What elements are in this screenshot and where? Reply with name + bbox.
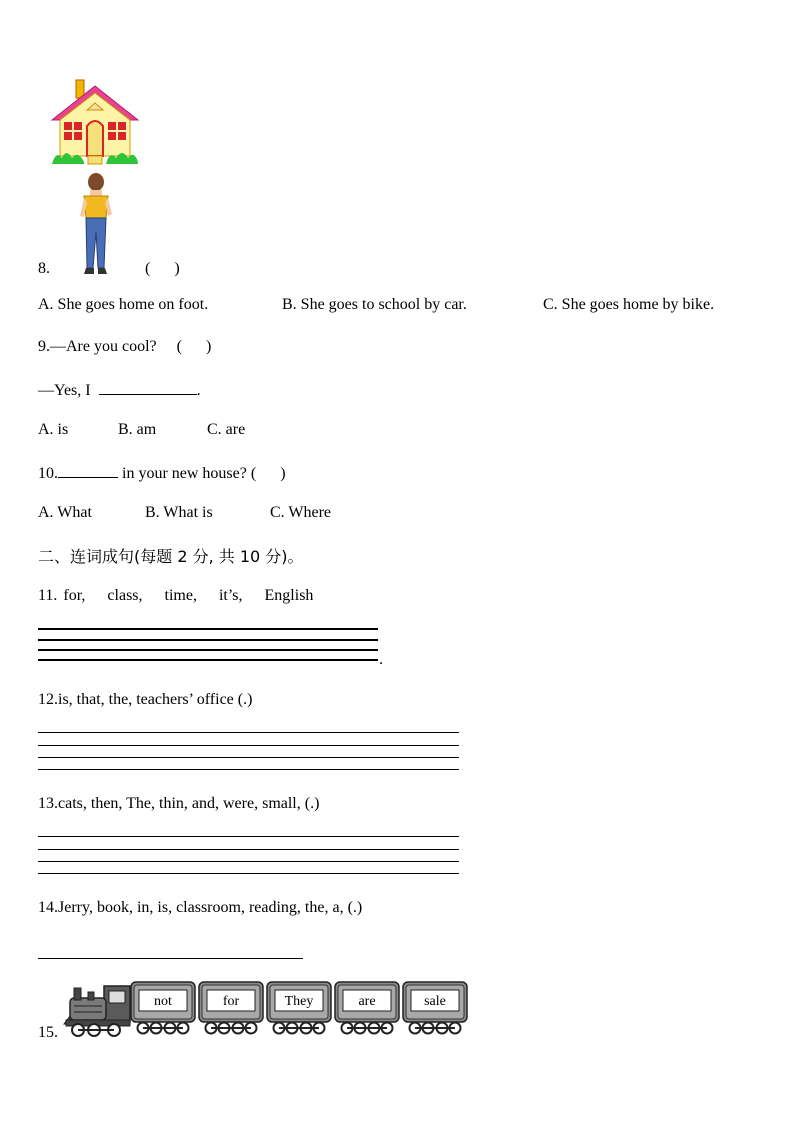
q9-option-c: C. are — [207, 421, 246, 438]
train-car-word: are — [358, 994, 376, 1009]
q13-prompt: 13.cats, then, The, thin, and, were, small, (.) — [38, 795, 320, 812]
q9-answer-suffix: . — [196, 382, 201, 399]
q12-answer-line[interactable] — [38, 745, 459, 746]
q11-number: 11. — [38, 587, 58, 604]
train-car-word: not — [154, 994, 172, 1009]
q8-number: 8. — [38, 260, 50, 277]
q11-word: for, — [63, 587, 86, 604]
q13-answer-line[interactable] — [38, 849, 459, 850]
q8-option-c: C. She goes home by bike. — [543, 296, 715, 313]
q12-answer-line[interactable] — [38, 732, 459, 733]
q11-word: it’s, — [218, 587, 243, 604]
locomotive-icon — [62, 980, 132, 1038]
q8-option-a: A. She goes home on foot. — [38, 296, 209, 313]
q10-option-a: A. What — [38, 504, 92, 521]
q8-option-b: B. She goes to school by car. — [282, 296, 467, 313]
q13-answer-line[interactable] — [38, 873, 459, 874]
q12-answer-line[interactable] — [38, 757, 459, 758]
girl-walking-illustration — [76, 172, 116, 276]
q10-option-c: C. Where — [270, 504, 332, 521]
q13-answer-line[interactable] — [38, 861, 459, 862]
q12-answer-line[interactable] — [38, 769, 459, 770]
q11-answer-line[interactable] — [38, 628, 378, 630]
q11-word: class, — [107, 587, 143, 604]
q10-number: 10. — [38, 465, 58, 482]
q9-answer-prefix: —Yes, I — [38, 382, 91, 399]
q9-option-b: B. am — [118, 421, 157, 438]
q9-stem-text: 9.—Are you cool? — [38, 338, 157, 355]
q9-answer-paren: ( ) — [176, 338, 212, 355]
q11-prompt — [38, 587, 313, 605]
q11-word: time, — [164, 587, 197, 604]
q12-prompt: 12.is, that, the, teachers’ office (.) — [38, 691, 253, 708]
section-2-heading: 二、连词成句(每题 2 分, 共 10 分)。 — [38, 547, 304, 566]
train-car-word: for — [222, 994, 240, 1009]
q13-answer-line[interactable] — [38, 836, 459, 837]
train-car — [198, 980, 264, 1036]
q11-answer-line[interactable] — [38, 639, 378, 641]
q9-stem — [38, 338, 211, 356]
q11-answer-line[interactable] — [38, 649, 378, 651]
q11-end-mark: . — [379, 651, 383, 668]
q10-stem-rest: in your new house? ( ) — [122, 465, 286, 482]
q9-answer-line — [38, 380, 201, 400]
q15-number: 15. — [38, 1024, 58, 1041]
q11-answer-line[interactable] — [38, 659, 378, 661]
house-illustration — [50, 78, 140, 166]
q11-word: English — [264, 587, 314, 604]
q10-option-b: B. What is — [145, 504, 213, 521]
q10-blank[interactable] — [58, 463, 118, 478]
train-car — [334, 980, 400, 1036]
q14-answer-line[interactable] — [38, 958, 303, 959]
train-car — [402, 980, 468, 1036]
train-car-word: They — [284, 994, 314, 1009]
q14-prompt: 14.Jerry, book, in, is, classroom, reading, the, a, (.) — [38, 899, 363, 916]
train-car — [266, 980, 332, 1036]
q8-answer-paren: ( ) — [145, 260, 180, 277]
train-car — [130, 980, 196, 1036]
q9-blank[interactable] — [99, 380, 197, 395]
q9-option-a: A. is — [38, 421, 69, 438]
q10-stem — [38, 463, 286, 483]
train-car-word: sale — [424, 994, 446, 1009]
